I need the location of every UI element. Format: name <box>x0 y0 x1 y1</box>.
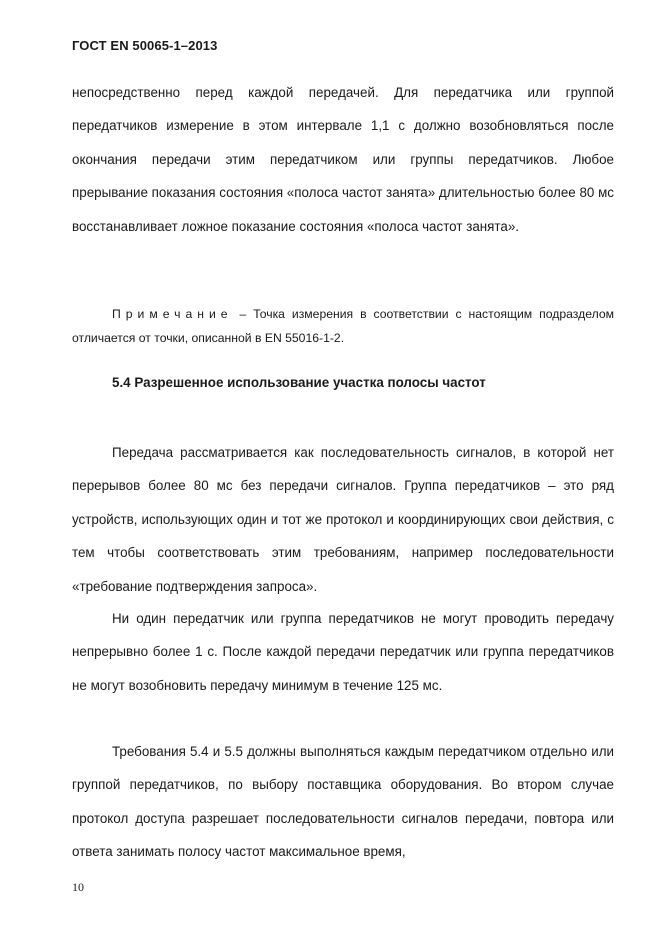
body-paragraph-3: Требования 5.4 и 5.5 должны выполняться каждым передатчиком отдельно или группой передатчиков, по выбору поставщика оборудования. Во втором случае протокол доступа разрешает последовательности сигналов передачи, повтора или ответа занимать полосу частот максимальное время, <box>72 744 614 860</box>
body-paragraph-1: Передача рассматривается как последовательность сигналов, в которой нет перерывов более 80 мс без передачи сигналов. Группа передатчиков – это ряд устройств, использующих один и тот же протокол и координирующих свои действия, с тем чтобы соответствовать этим требованиям, например последовательности «требование подтверждения запроса». <box>72 445 614 594</box>
section-heading: 5.4 Разрешенное использование участка полосы частот <box>112 375 486 390</box>
note-paragraph <box>72 302 614 350</box>
body-paragraph-2: Ни один передатчик или группа передатчиков не могут проводить передачу непрерывно более 1 с. После каждой передачи передатчик или группа передатчиков не могут возобновить передачу минимум в течение 125 мс. <box>72 611 614 693</box>
document-header: ГОСТ EN 50065-1–2013 <box>72 38 218 53</box>
continuation-paragraph: непосредственно перед каждой передачей. Для передатчика или группой передатчиков измерение в этом интервале 1,1 с должно возобновляться после окончания передачи этим передатчиком или группы передатчиков. Любое прерывание показания состояния «полоса частот занята» длительностью более 80 мс восстанавливает ложное показание состояния «полоса частот занята». <box>72 85 614 234</box>
note-text: – Точка измерения в соответствии с настоящим подразделом отличается от точки, описанной в EN 55016-1-2. <box>72 307 614 345</box>
page-number: 10 <box>72 880 84 894</box>
note-label: Примечание <box>112 307 233 321</box>
